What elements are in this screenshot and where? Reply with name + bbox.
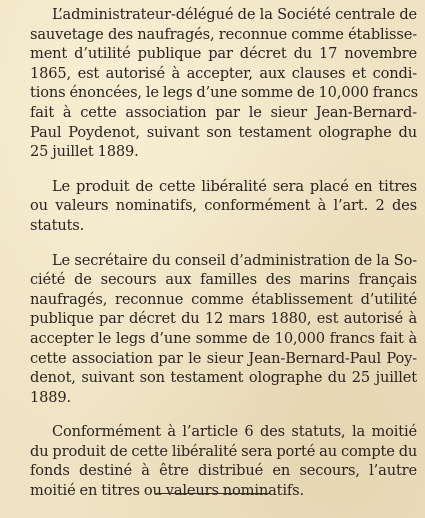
paragraph-legs-societe-secours-marins	[8, 251, 417, 408]
text-line: 1865, est autorisé à accepter, aux clauses et condi-	[30, 64, 417, 82]
section-divider-rule	[155, 493, 270, 494]
text-line: 25 juillet 1889.	[30, 143, 139, 161]
text-line: fonds destiné à être distribué en secours, l’autre	[30, 462, 417, 480]
text-line: cette association par le sieur Jean-Bernard-Paul Poy-	[30, 349, 417, 367]
paragraph-legs-societe-centrale-sauvetage	[8, 5, 417, 162]
text-line: Conformément à l’article 6 des statuts, la moitié	[52, 423, 417, 441]
text-line: statuts.	[30, 216, 85, 234]
text-line: 1889.	[30, 388, 72, 406]
text-line: fait à cette association par le sieur Jean-Bernard-	[30, 103, 417, 121]
text-line: moitié en titres ou valeurs nominatifs.	[30, 482, 304, 500]
text-line: accepter le legs d’une somme de 10,000 francs fait à	[30, 329, 417, 347]
text-line: tions énoncées, le legs d’une somme de 10,000 francs	[30, 84, 418, 102]
text-line: ment d’utilité publique par décret du 17 novembre	[30, 45, 417, 63]
text-line: sauvetage des naufragés, reconnue comme établisse-	[30, 25, 417, 43]
text-line: Le secrétaire du conseil d’administration de la So-	[52, 251, 417, 269]
paragraph-repartition-liberalite	[8, 422, 417, 500]
text-line: du produit de cette libéralité sera porté au compte du	[30, 442, 418, 460]
paragraph-placement-titres	[8, 177, 417, 236]
text-line: ou valeurs nominatifs, conformément à l’art. 2 des	[30, 197, 417, 215]
text-line: ciété de secours aux familles des marins français	[30, 271, 417, 289]
text-line: L’administrateur-délégué de la Société centrale de	[52, 6, 417, 23]
text-line: publique par décret du 12 mars 1880, est autorisé à	[30, 310, 417, 328]
text-line: naufragés, reconnue comme établissement d’utilité	[30, 290, 417, 308]
text-line: Paul Poydenot, suivant son testament olographe du	[30, 123, 417, 141]
text-line: denot, suivant son testament olographe du 25 juillet	[30, 369, 417, 387]
text-line: Le produit de cette libéralité sera placé en titres	[52, 177, 417, 195]
